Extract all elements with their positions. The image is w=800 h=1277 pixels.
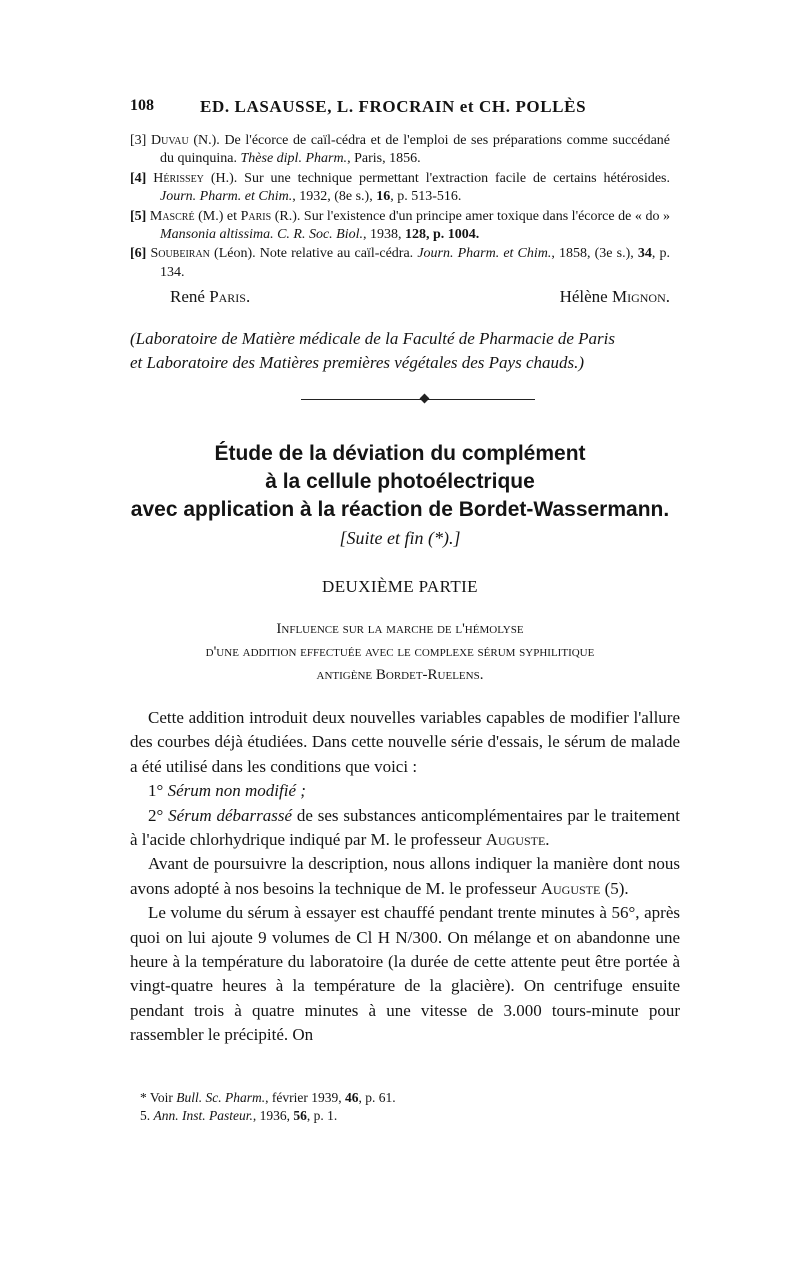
- affiliation: [130, 327, 690, 375]
- body-text: [130, 706, 680, 1048]
- ref-volume: 34: [637, 246, 652, 262]
- footnote-source: Bull. Sc. Pharm.: [176, 1090, 266, 1105]
- item-name: Auguste.: [485, 830, 550, 850]
- signatures: [130, 287, 670, 311]
- reference-list: [130, 132, 670, 283]
- item-number: 2°: [148, 805, 164, 825]
- paragraph: Cette addition introduit deux nouvelles variables capables de modifier l'allure des courbes déjà étudiées. Dans cette nouvelle série d'essais, le sérum de malade a été utilisé dans les conditions que voici :: [130, 708, 680, 776]
- ref-initials: (N.).: [193, 133, 220, 148]
- section-line: Influence sur la marche de l'hémolyse: [276, 621, 524, 637]
- footnote-pages: , p. 61.: [358, 1090, 396, 1105]
- reference-item: [130, 170, 670, 207]
- footnote-volume: 56: [293, 1108, 307, 1123]
- signature-first-name: Hélène: [559, 287, 608, 306]
- ref-author: Hérissey: [153, 170, 204, 186]
- signature-first-name: René: [170, 287, 205, 306]
- section-heading: [110, 618, 690, 687]
- ref-text: Note relative au caïl-cédra.: [255, 246, 418, 262]
- ref-tail: , Paris, 1856.: [347, 151, 421, 167]
- signature-last-name: Paris.: [209, 287, 251, 306]
- part-heading: DEUXIÈME PARTIE: [322, 577, 478, 596]
- affiliation-line: (Laboratoire de Matière médicale de la Faculté de Pharmacie de Paris: [130, 329, 616, 348]
- ref-source: Thèse dipl. Pharm.: [240, 151, 348, 167]
- title-line: Étude de la déviation du complément: [214, 442, 586, 465]
- ref-number: [5]: [130, 208, 147, 224]
- ref-text: Sur l'existence d'un principe amer toxique dans l'écorce de « do »: [300, 208, 670, 224]
- page-number: 108: [130, 97, 154, 114]
- ref-text: De l'écorce de caïl-cédra et de l'emploi de ses préparations comme succédané du quinquina.: [160, 133, 671, 167]
- footnote-source: Ann. Inst. Pasteur.: [153, 1108, 253, 1123]
- reference-item: [130, 208, 670, 245]
- item-text: Sérum non modifié ;: [167, 781, 306, 801]
- ref-initials: (R.).: [274, 208, 301, 224]
- article-title: [110, 440, 690, 524]
- footnote-ref: (5).: [600, 878, 629, 898]
- affiliation-line: et Laboratoire des Matières premières végétales des Pays chauds.): [130, 353, 585, 372]
- article-subtitle: [110, 528, 690, 549]
- ref-initials: (H.).: [210, 170, 238, 186]
- ref-pages: , p. 513-516.: [390, 189, 462, 205]
- ref-number: [6]: [130, 246, 147, 262]
- paragraph-text: Avant de poursuivre la description, nous allons indiquer la manière dont nous avons adopté à nos besoins la technique de M. le professeur: [130, 854, 680, 898]
- ref-author: Duvau: [150, 133, 189, 148]
- ref-pages: , p. 1004.: [426, 227, 480, 243]
- item-emphasis: Sérum débarrassé: [168, 805, 293, 825]
- ref-source: Journ. Pharm. et Chim.: [160, 189, 293, 205]
- title-line: avec application à la réaction de Bordet-Wassermann.: [130, 498, 670, 521]
- ref-initials: (M.) et: [198, 208, 238, 224]
- reference-item: [130, 245, 670, 282]
- ref-number: [3]: [130, 133, 147, 148]
- person-name: Auguste: [540, 878, 601, 898]
- section-line: d'une addition effectuée avec le complexe sérum syphilitique: [205, 644, 595, 660]
- item-number: 1°: [148, 781, 164, 801]
- section-divider: [301, 399, 535, 400]
- list-item: [130, 804, 680, 853]
- footnotes: [140, 1089, 680, 1125]
- footnote-text: , 1936,: [252, 1108, 294, 1123]
- section-line: antigène Bordet-Ruelens.: [316, 667, 484, 683]
- subtitle-text: [Suite et fin (*).]: [339, 528, 461, 548]
- footnote-text: , février 1939,: [265, 1090, 345, 1105]
- footnote-mark: * Voir: [140, 1090, 173, 1105]
- signature-right: [560, 287, 670, 307]
- list-item: [130, 779, 680, 803]
- ref-volume: 128: [405, 227, 427, 243]
- ref-author: Soubeiran: [150, 246, 210, 262]
- footnote-volume: 46: [345, 1090, 359, 1105]
- ref-volume: 16: [376, 189, 391, 205]
- paragraph: [130, 852, 680, 901]
- footnote-mark: 5.: [140, 1108, 151, 1123]
- footnote: [140, 1089, 680, 1107]
- running-head: ED. LASAUSSE, L. FROCRAIN et CH. POLLÈS: [200, 97, 587, 116]
- ref-source: . C. R. Soc. Biol.: [270, 227, 364, 243]
- ref-tail: , 1932, (8e s.),: [292, 189, 377, 205]
- ref-author: Mascré: [149, 208, 195, 224]
- ref-species: Mansonia altissima: [160, 227, 271, 243]
- ref-tail: , 1858, (3e s.),: [551, 246, 638, 262]
- title-line: à la cellule photoélectrique: [265, 470, 535, 493]
- ref-pages: , p. 134.: [160, 246, 671, 280]
- reference-item: [130, 132, 670, 169]
- ref-tail: , 1938,: [363, 227, 406, 243]
- signature-last-name: Mignon.: [611, 287, 670, 306]
- divider-ornament: [420, 394, 430, 404]
- ref-author: Paris: [240, 208, 272, 224]
- footnote: [140, 1107, 680, 1125]
- signature-left: [170, 287, 250, 307]
- ref-text: Sur une technique permettant l'extraction facile de certains hétérosides.: [237, 170, 671, 186]
- ref-initials: (Léon).: [214, 246, 256, 262]
- paragraph: Le volume du sérum à essayer est chauffé pendant trente minutes à 56°, après quoi on lui ajoute 9 volumes de Cl H N/300. On mélange et on abandonne une heure à la température du laboratoire (la durée de cette attente peut être portée à vingt-quatre heures à la température de la glacière). On centrifuge ensuite pendant trois à quatre minutes à une vitesse de 3.000 tours-minute pour rassembler le précipité. On: [130, 903, 680, 1045]
- ref-source: Journ. Pharm. et Chim.: [417, 246, 552, 262]
- item-text: de ses substances anticomplémentaires par le traitement à l'acide chlorhydrique indiqué par M. le professeur: [130, 805, 680, 850]
- page-header: [130, 97, 670, 121]
- ref-number: [4]: [130, 170, 147, 186]
- footnote-pages: , p. 1.: [306, 1108, 338, 1123]
